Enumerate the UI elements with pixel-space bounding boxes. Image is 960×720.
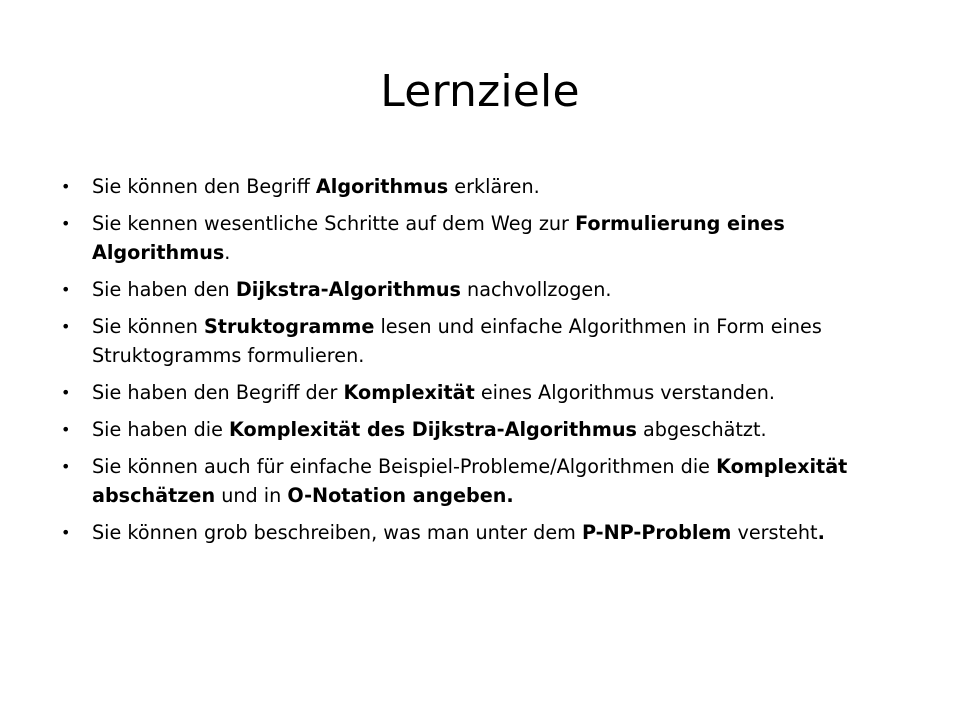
bullet-text: lesen und einfache Algorithmen in Form eines Struktogramms formulieren. bbox=[92, 315, 822, 367]
bullet-item bbox=[60, 209, 920, 267]
bullet-text-bold: O-Notation angeben. bbox=[287, 484, 514, 507]
bullet-item bbox=[60, 312, 920, 370]
bullet-item bbox=[60, 378, 920, 407]
bullet-text: Sie können den Begriff bbox=[92, 175, 316, 198]
bullet-text-bold: Formulierung eines Algorithmus bbox=[92, 212, 785, 264]
bullet-text: Sie haben den Begriff der bbox=[92, 381, 344, 404]
bullet-text: nachvollzogen. bbox=[460, 278, 612, 301]
bullet-dot-icon: • bbox=[61, 317, 71, 336]
bullet-text-bold: . bbox=[817, 521, 825, 544]
bullet-text: und in bbox=[215, 484, 288, 507]
bullet-item bbox=[60, 452, 920, 510]
bullet-text: . bbox=[224, 241, 231, 264]
bullet-text: eines Algorithmus verstanden. bbox=[474, 381, 776, 404]
bullet-item bbox=[60, 518, 920, 547]
bullet-text-bold: Komplexität abschätzen bbox=[92, 455, 848, 507]
bullet-item bbox=[60, 172, 920, 201]
bullet-dot-icon: • bbox=[61, 523, 71, 542]
bullet-dot-icon: • bbox=[61, 383, 71, 402]
bullet-text-bold: Algorithmus bbox=[315, 175, 449, 198]
bullet-text-bold: P-NP-Problem bbox=[581, 521, 732, 544]
bullet-dot-icon: • bbox=[61, 214, 71, 233]
bullet-text: abgeschätzt. bbox=[636, 418, 767, 441]
bullet-text: versteht bbox=[731, 521, 818, 544]
bullet-text: Sie kennen wesentliche Schritte auf dem Weg zur bbox=[92, 212, 576, 235]
bullet-text-bold: Komplexität bbox=[343, 381, 475, 404]
bullet-dot-icon: • bbox=[61, 457, 71, 476]
bullet-text: erklären. bbox=[448, 175, 540, 198]
bullet-list bbox=[60, 172, 920, 555]
bullet-text: Sie haben die bbox=[92, 418, 229, 441]
bullet-item bbox=[60, 415, 920, 444]
slide-title: Lernziele bbox=[380, 66, 580, 117]
bullet-item bbox=[60, 275, 920, 304]
bullet-text-bold: Struktogramme bbox=[203, 315, 375, 338]
bullet-dot-icon: • bbox=[61, 177, 71, 196]
bullet-text: Sie können bbox=[92, 315, 204, 338]
bullet-text: Sie können auch für einfache Beispiel-Probleme/Algorithmen die bbox=[92, 455, 717, 478]
bullet-text: Sie haben den bbox=[92, 278, 236, 301]
bullet-text-bold: Komplexität des Dijkstra-Algorithmus bbox=[229, 418, 637, 441]
bullet-text: Sie können grob beschreiben, was man unter dem bbox=[92, 521, 582, 544]
bullet-dot-icon: • bbox=[61, 420, 71, 439]
bullet-text-bold: Dijkstra-Algorithmus bbox=[235, 278, 461, 301]
bullet-dot-icon: • bbox=[61, 280, 71, 299]
